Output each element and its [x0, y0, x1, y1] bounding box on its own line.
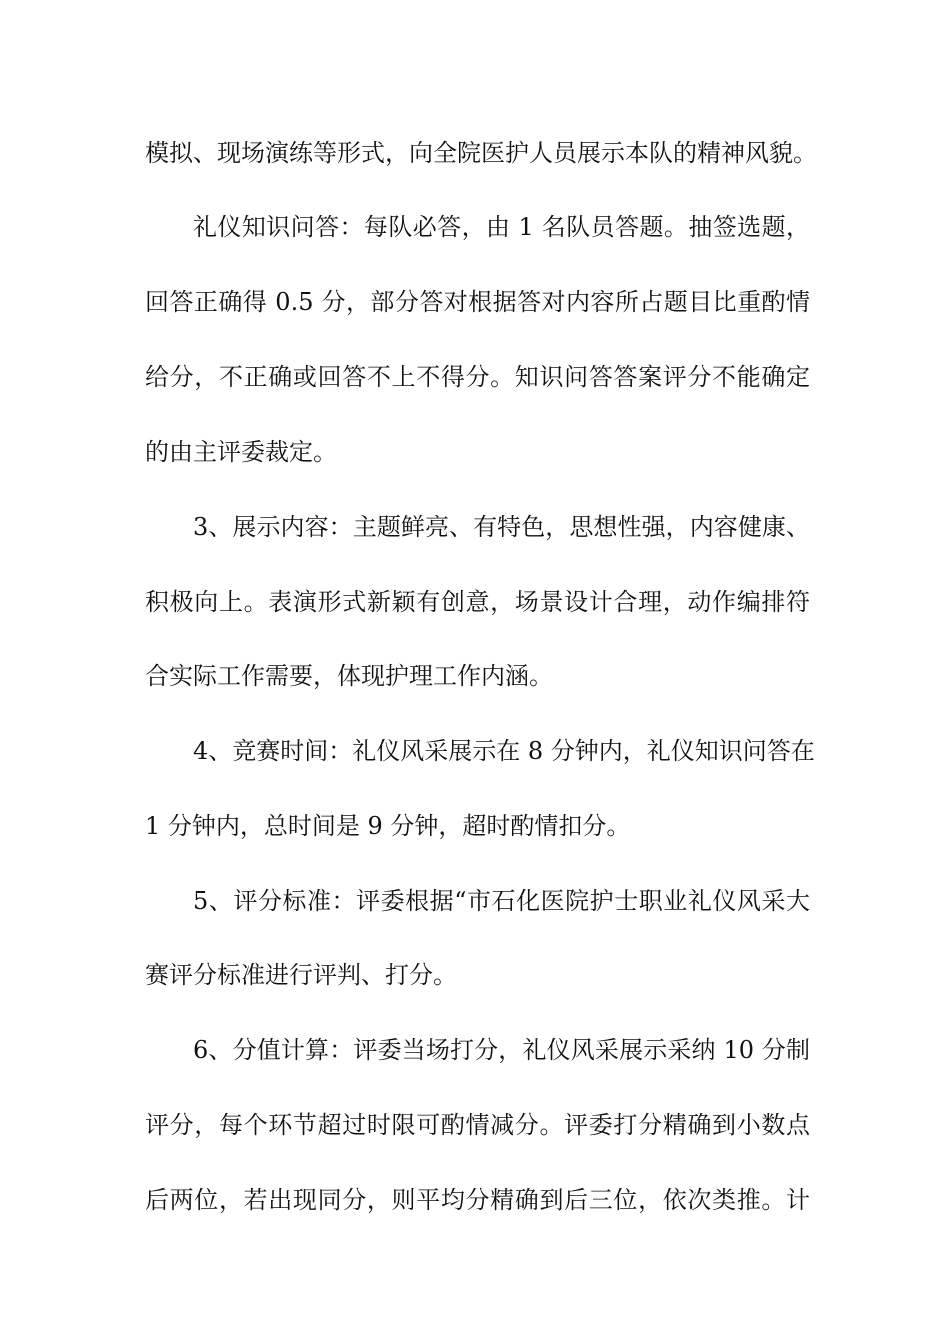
- text-line-13: 6、分值计算：评委当场打分，礼仪风采展示采纳 10 分制: [193, 1036, 810, 1064]
- text-line-7: 积极向上。表演形式新颖有创意，场景设计合理，动作编排符: [145, 588, 810, 616]
- text-line-3: 回答正确得 0.5 分，部分答对根据答对内容所占题目比重酌情: [145, 288, 810, 316]
- text-line-12: 赛评分标准进行评判、打分。: [145, 961, 457, 989]
- text-line-14: 评分，每个环节超过时限可酌情减分。评委打分精确到小数点: [145, 1111, 810, 1139]
- text-line-11: 5、评分标准：评委根据“市石化医院护士职业礼仪风采大: [193, 887, 810, 915]
- text-line-6: 3、展示内容：主题鲜亮、有特色，思想性强，内容健康、: [193, 513, 810, 541]
- text-line-8: 合实际工作需要，体现护理工作内涵。: [145, 662, 553, 690]
- text-line-2: 礼仪知识问答：每队必答，由 1 名队员答题。抽签选题，: [193, 213, 810, 241]
- text-line-5: 的由主评委裁定。: [145, 438, 337, 466]
- text-line-15: 后两位，若出现同分，则平均分精确到后三位，依次类推。计: [145, 1186, 810, 1214]
- text-line-1: 模拟、现场演练等形式，向全院医护人员展示本队的精神风貌。: [145, 139, 817, 167]
- text-line-10: 1 分钟内，总时间是 9 分钟，超时酌情扣分。: [145, 812, 631, 840]
- text-line-4: 给分，不正确或回答不上不得分。知识问答答案评分不能确定: [145, 363, 810, 391]
- text-line-9: 4、竞赛时间：礼仪风采展示在 8 分钟内，礼仪知识问答在: [193, 737, 815, 765]
